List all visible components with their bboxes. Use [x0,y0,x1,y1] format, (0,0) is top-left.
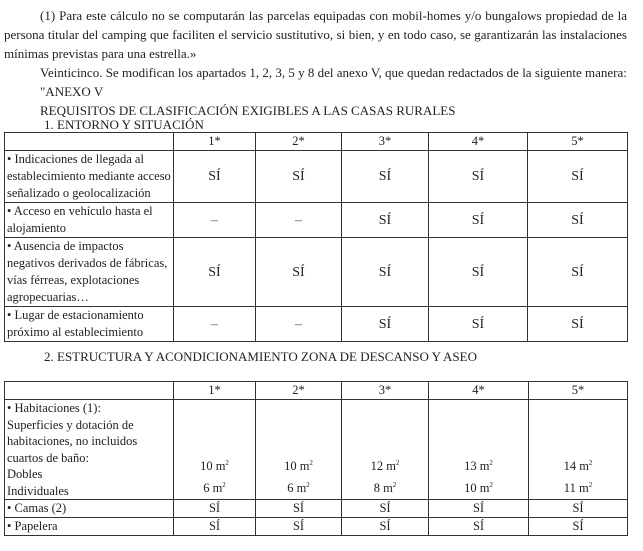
value-cell: SÍ [342,203,429,238]
label-line: agropecuarias… [7,290,89,304]
unit-superscript: 2 [392,481,397,489]
annex-title: "ANEXO V [40,84,104,99]
table-row [5,151,628,203]
value-cell: SÍ [342,151,429,203]
label-line: vías férreas, explotaciones [7,273,140,287]
value-cell: SÍ [342,307,429,342]
label-line: • Indicaciones de llegada al [7,152,144,166]
label-line: alojamiento [7,221,67,235]
paragraph-footnote-line1: (1) Para este cálculo no se computarán las parcelas equipadas con mobil-homes y/o bungalows propiedad de la [40,8,627,23]
table-header-row [5,133,628,151]
value-cell: SÍ [528,203,628,238]
unit-superscript: 2 [395,459,400,467]
value-cell [256,400,342,500]
label-line: señalizado o geolocalización [7,186,151,200]
value-cell [342,400,429,500]
unit-superscript: 2 [225,459,229,467]
dobles-area: 12 m [370,459,396,473]
label-line: habitaciones, no incluidos [7,434,138,448]
label-line: • Lugar de estacionamiento [7,308,144,322]
value-cell: SÍ [429,307,528,342]
unit-superscript: 2 [489,459,493,467]
label-line: cuartos de baño: [7,450,89,465]
value-cell: – [256,307,342,342]
dobles-area: 10 m [200,459,226,473]
header-cell-5-star: 5* [529,382,628,400]
header-cell-empty [5,133,174,151]
unit-superscript: 2 [306,481,310,489]
value-cell: SÍ [429,203,528,238]
value-cell: SÍ [429,238,528,307]
unit-superscript: 2 [309,459,313,467]
header-cell-3-star: 3* [342,133,429,151]
header-cell-1-star: 1* [174,133,256,151]
header-cell-1-star: 1* [174,382,256,400]
value-cell: SÍ [429,500,529,518]
row-label [5,151,174,203]
value-cell: SÍ [342,500,429,518]
row-label [5,238,174,307]
dobles-area: 14 m [563,459,589,473]
label-line: Dobles [7,467,43,481]
value-cell: SÍ [529,518,628,536]
value-cell [429,400,529,500]
header-cell-5-star: 5* [528,133,628,151]
individuales-area: 11 m [563,481,589,495]
value-cell: SÍ [528,307,628,342]
label-line: • Acceso en vehículo hasta el [7,204,153,218]
value-cell [529,400,628,500]
value-cell: SÍ [174,238,256,307]
table-row-habitaciones [5,400,628,500]
value-cell [174,400,256,500]
section-1-heading: 1. ENTORNO Y SITUACIÓN [44,117,204,132]
value-cell: SÍ [256,151,342,203]
value-cell: SÍ [174,500,256,518]
header-cell-2-star: 2* [256,133,342,151]
table-row [5,238,628,307]
header-cell-empty [5,382,174,400]
value-cell: SÍ [256,238,342,307]
unit-superscript: 2 [489,481,493,489]
table-row [5,307,628,342]
value-cell: SÍ [528,151,628,203]
unit-superscript: 2 [222,481,226,489]
table-row [5,518,628,536]
label-line: establecimiento mediante acceso [7,169,171,183]
paragraph-footnote-line3: mínimas previstas para una estrella.» [4,46,197,61]
paragraph-footnote-line2: persona titular del camping que faciliten el servicio sustitutivo, si bien, y en todo caso, se garantizarán las instalaciones [4,27,627,42]
label-line: Individuales [7,483,69,498]
row-label [5,400,174,500]
individuales-area: 10 m [464,481,490,495]
table-row [5,203,628,238]
row-label [5,307,174,342]
dobles-area: 13 m [464,459,490,473]
label-line: • Ausencia de impactos [7,239,124,253]
individuales-area: 6 m [203,481,223,495]
header-cell-4-star: 4* [429,382,529,400]
dobles-area: 10 m [284,459,310,473]
value-cell: SÍ [528,238,628,307]
label-line: negativos derivados de fábricas, [7,256,168,270]
value-cell: – [174,307,256,342]
unit-superscript: 2 [588,481,593,489]
header-cell-3-star: 3* [342,382,429,400]
row-label: • Camas (2) [5,500,174,518]
label-line: Superficies y dotación de [7,417,134,432]
value-cell: SÍ [429,518,529,536]
value-cell: – [174,203,256,238]
table-header-row [5,382,628,400]
table-row [5,500,628,518]
table-entorno-situacion [4,132,628,342]
value-cell: SÍ [174,518,256,536]
value-cell: SÍ [256,518,342,536]
row-label [5,203,174,238]
value-cell: SÍ [174,151,256,203]
table-estructura-descanso-aseo [4,381,628,536]
value-cell: SÍ [256,500,342,518]
value-cell: – [256,203,342,238]
value-cell: SÍ [429,151,528,203]
value-cell: SÍ [342,518,429,536]
label-line: • Habitaciones (1): [7,401,101,415]
label-line: próximo al establecimiento [7,325,144,339]
individuales-area: 6 m [287,481,307,495]
annex-subtitle: REQUISITOS DE CLASIFICACIÓN EXIGIBLES A LAS CASAS RURALES [40,103,456,118]
row-label: • Papelera [5,518,174,536]
header-cell-4-star: 4* [429,133,528,151]
section-2-heading: 2. ESTRUCTURA Y ACONDICIONAMIENTO ZONA DE DESCANSO Y ASEO [44,349,477,364]
individuales-area: 8 m [373,481,393,495]
value-cell: SÍ [529,500,628,518]
paragraph-amendment: Veinticinco. Se modifican los apartados 1, 2, 3, 5 y 8 del anexo V, que quedan redactados de la siguiente manera: [40,65,627,80]
value-cell: SÍ [342,238,429,307]
header-cell-2-star: 2* [256,382,342,400]
unit-superscript: 2 [588,459,593,467]
